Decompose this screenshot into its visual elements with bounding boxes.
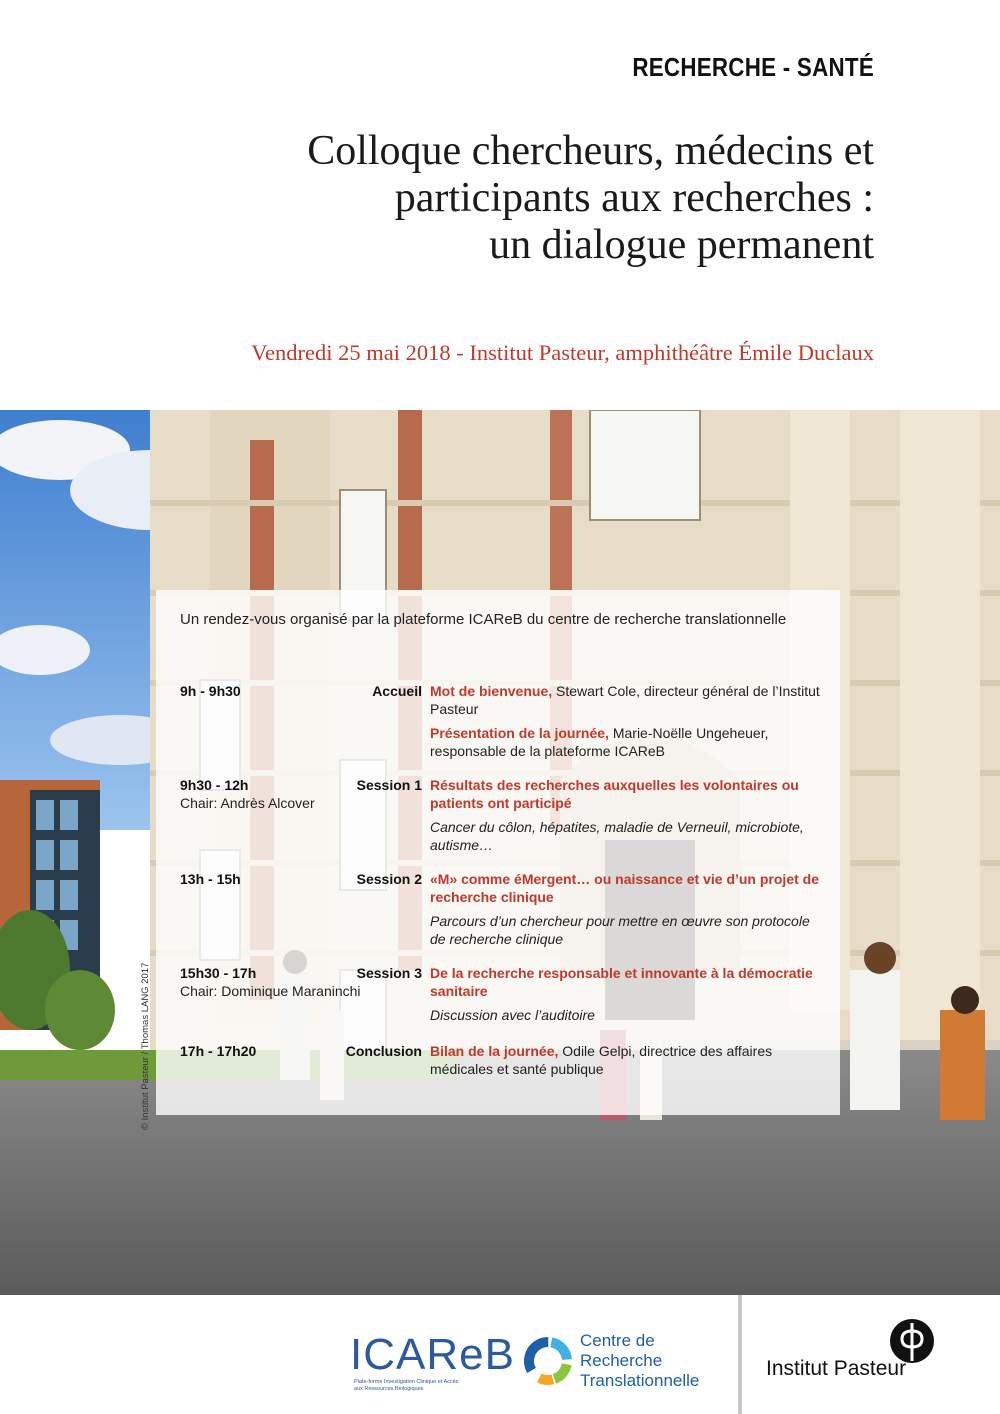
category-label: RECHERCHE - SANTÉ [632, 52, 874, 82]
row-session: Accueil [372, 683, 422, 699]
title-line: un dialogue permanent [489, 222, 874, 268]
footer-divider [738, 1295, 742, 1414]
row-session: Session 1 [356, 777, 422, 793]
row-description [430, 964, 825, 1030]
item-text: Odile Gelpi, directrice des affaires médicales et santé publique [430, 1043, 773, 1077]
row-description [430, 870, 825, 954]
row-description [430, 682, 825, 766]
row-time: 9h - 9h30 [180, 683, 241, 699]
item-text: Marie-Noëlle Ungeheuer, responsable de la plateforme ICAReB [430, 725, 769, 759]
row-chair: Chair: Dominique Maraninchi [180, 983, 361, 999]
event-date-location: Vendredi 25 mai 2018 - Institut Pasteur, amphithéâtre Émile Duclaux [251, 340, 874, 365]
item-italic: Parcours d’un chercheur pour mettre en œuvre son protocole de recherche clinique [430, 913, 810, 947]
item-highlight: De la recherche responsable et innovante à la démocratie sanitaire [430, 965, 813, 999]
row-session: Conclusion [345, 1043, 422, 1059]
crt-ring-icon [522, 1335, 574, 1387]
row-time: 17h - 17h20 [180, 1043, 257, 1059]
title-line: Colloque chercheurs, médecins et [307, 128, 874, 174]
item-highlight: Mot de bienvenue, [430, 683, 553, 699]
pasteur-name: Institut Pasteur [766, 1357, 907, 1380]
item-highlight: Présentation de la journée, [430, 725, 609, 741]
row-session: Session 3 [356, 965, 422, 981]
row-time: 15h30 - 17h [180, 965, 257, 981]
row-time: 9h30 - 12h [180, 777, 249, 793]
item-italic: Discussion avec l’auditoire [430, 1007, 595, 1023]
row-description [430, 776, 825, 860]
row-time: 13h - 15h [180, 871, 241, 887]
crt-name [580, 1331, 699, 1391]
footer [0, 1295, 1000, 1414]
item-highlight: «M» comme éMergent… ou naissance et vie d’un projet de recherche clinique [430, 871, 819, 905]
icareb-wordmark: ICAReB [350, 1330, 515, 1379]
page-title [114, 128, 874, 269]
row-session: Session 2 [356, 871, 422, 887]
item-highlight: Bilan de la journée, [430, 1043, 559, 1059]
item-text: Stewart Cole, directeur général de l’Institut Pasteur [430, 683, 820, 717]
crt-logo [522, 1331, 722, 1391]
crt-line: Recherche [580, 1351, 663, 1370]
photo-credit: © Institut Pasteur / Thomas LANG 2017 [140, 962, 151, 1130]
icareb-logo [350, 1330, 515, 1393]
item-highlight: Résultats des recherches auxquelles les volontaires ou patients ont participé [430, 777, 799, 811]
icareb-tagline: Plate-forme Investigation Clinique et Accès aux Ressources Biologiques [354, 1379, 459, 1392]
item-italic: Cancer du côlon, hépatites, maladie de Verneuil, microbiote, autisme… [430, 819, 804, 853]
row-chair: Chair: Andrès Alcover [180, 795, 315, 811]
program-panel [156, 590, 840, 1115]
title-line: participants aux recherches : [394, 175, 874, 221]
institut-pasteur-logo [766, 1321, 946, 1401]
row-description [430, 1042, 825, 1084]
program-intro: Un rendez-vous organisé par la plateforme ICAReB du centre de recherche translationnelle [180, 611, 787, 628]
crt-line: Centre de [580, 1331, 655, 1350]
crt-line: Translationnelle [580, 1371, 700, 1390]
